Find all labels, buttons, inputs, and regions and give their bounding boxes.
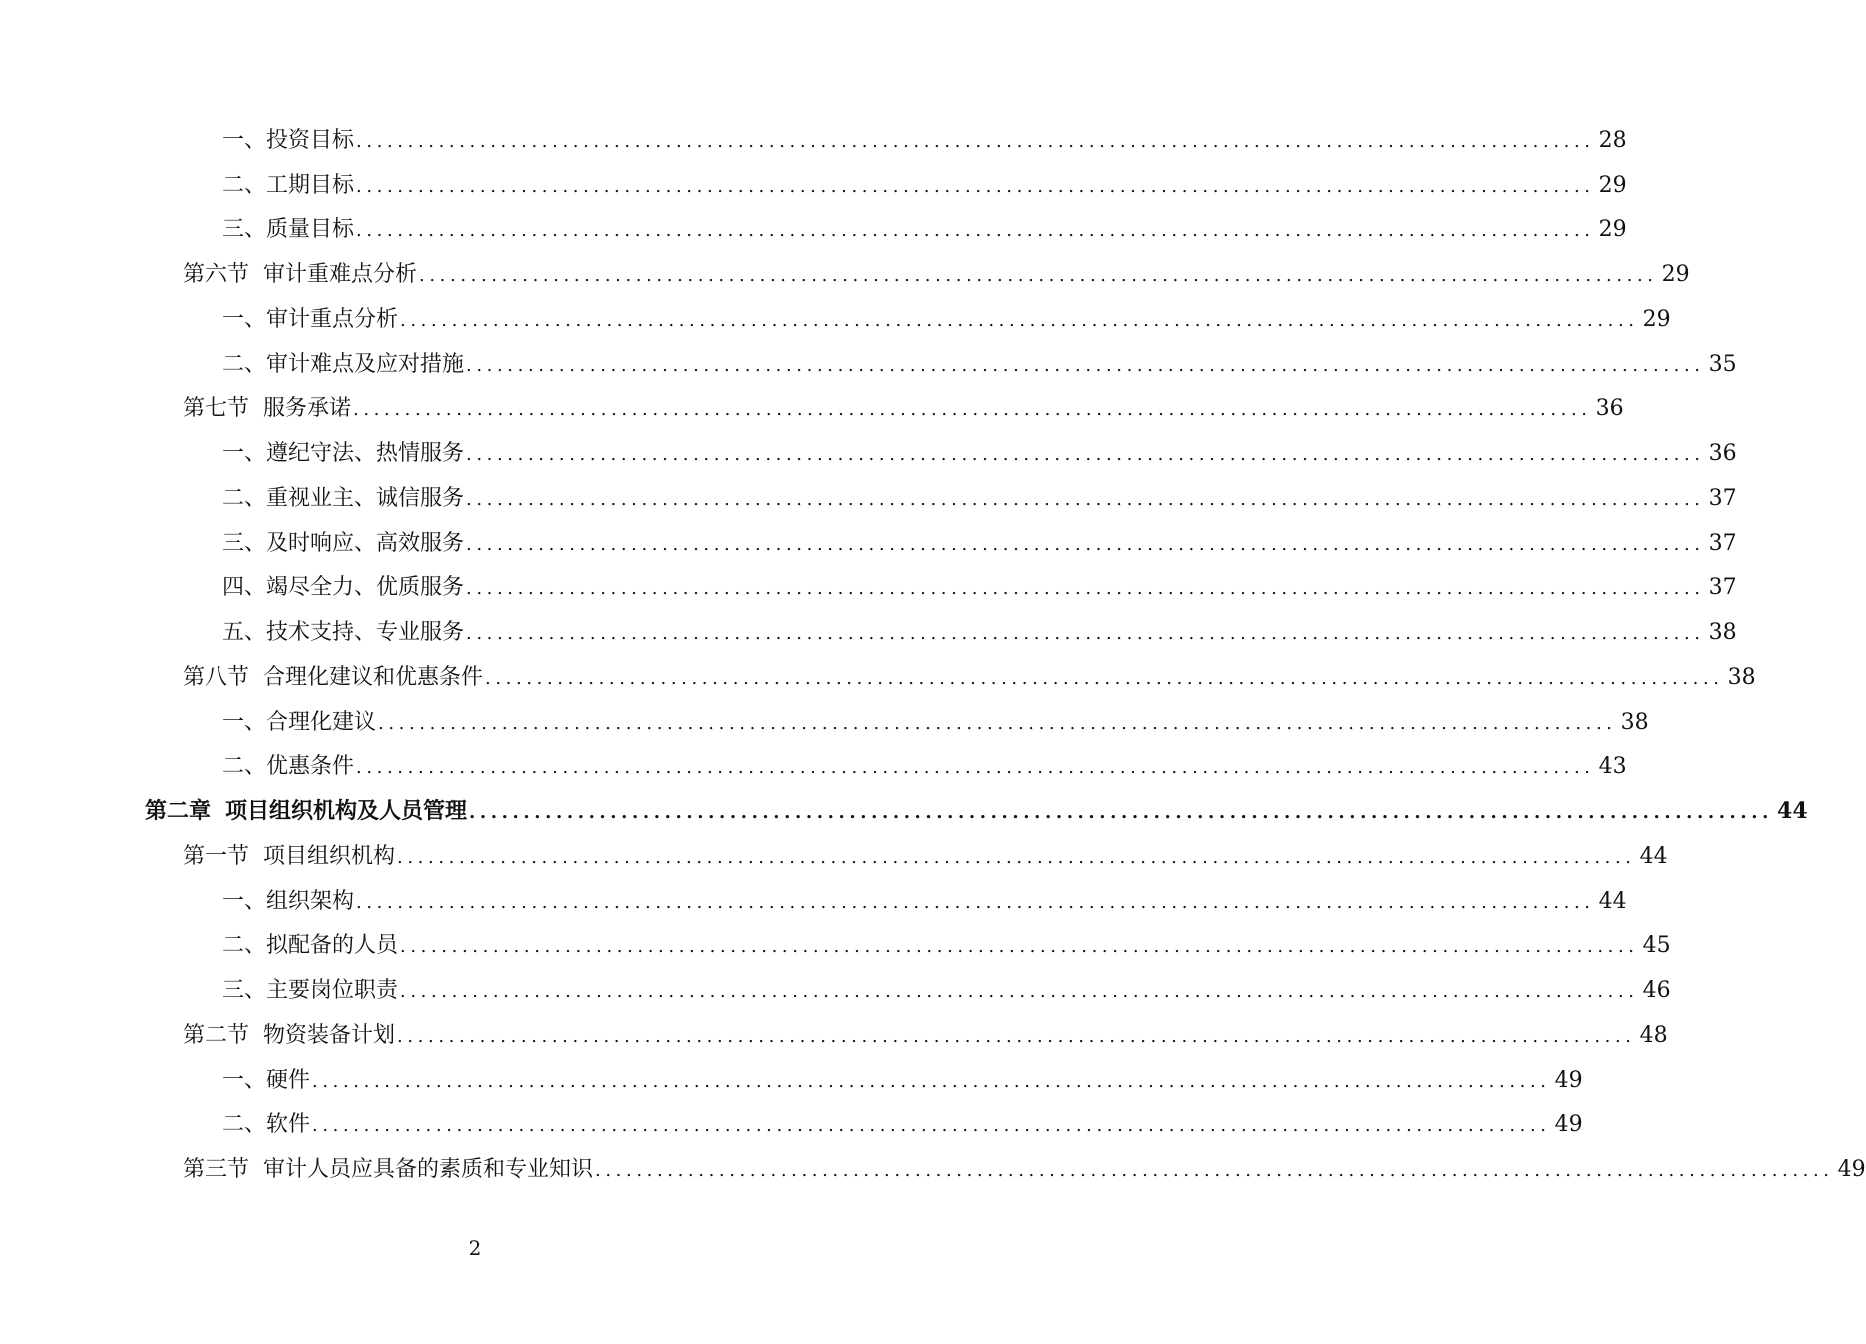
toc-entry-heading (222, 123, 354, 154)
toc-entry-line (222, 1063, 1583, 1094)
toc-entry-label: 一、合理化建议 (222, 709, 377, 735)
toc-entry-heading (145, 794, 467, 825)
toc-entry-line (222, 884, 1627, 915)
toc-entry[interactable] (0, 787, 1808, 832)
toc-entry-line (222, 302, 1671, 333)
toc-entry-line (222, 168, 1627, 199)
toc-entry-heading (222, 168, 354, 199)
toc-entry[interactable] (0, 161, 1627, 206)
toc-entry-heading (222, 570, 464, 601)
toc-page-number: 29 (1642, 306, 1671, 332)
toc-entry-title: 合理化建议和优惠条件 (263, 664, 484, 690)
toc-dot-leader: ........................................................................................................................ (356, 891, 1595, 913)
toc-dot-leader: ........................................................................................................................ (466, 623, 1705, 645)
toc-entry[interactable] (0, 1056, 1583, 1101)
toc-entry-heading (222, 884, 354, 915)
toc-entry-label: 二、软件 (222, 1112, 311, 1138)
toc-entry-label: 二、审计难点及应对措施 (222, 351, 465, 377)
toc-entry-heading (222, 749, 354, 780)
toc-page-number: 44 (1777, 798, 1808, 825)
toc-entry-line (222, 749, 1627, 780)
toc-dot-leader: ........................................................................................................................ (466, 533, 1705, 555)
toc-entry-heading (222, 212, 354, 243)
toc-dot-leader: ........................................................................................................................ (378, 712, 1617, 734)
toc-entry-label: 二、重视业主、诚信服务 (222, 485, 465, 511)
toc-entry[interactable] (0, 653, 1756, 698)
toc-page-number: 45 (1642, 933, 1671, 959)
toc-page-number: 29 (1598, 217, 1627, 243)
toc-entry-label: 第二章 (145, 798, 212, 825)
toc-entry-line (222, 526, 1737, 557)
toc-dot-leader: ........................................................................................................................ (397, 1025, 1636, 1047)
toc-page-number: 46 (1642, 978, 1671, 1004)
toc-entry[interactable] (0, 1101, 1583, 1146)
toc-page-number: 29 (1598, 172, 1627, 198)
toc-entry-heading (222, 973, 398, 1004)
toc-entry[interactable] (0, 966, 1671, 1011)
toc-entry-title: 项目组织机构 (263, 843, 396, 869)
toc-entry-line (222, 436, 1737, 467)
toc-page-number: 28 (1598, 127, 1627, 153)
toc-entry-label: 五、技术支持、专业服务 (222, 620, 465, 646)
toc-entry-heading (183, 839, 395, 870)
toc-entry-line (222, 705, 1649, 736)
toc-entry-heading (183, 391, 351, 422)
toc-dot-leader: ........................................................................................................................ (400, 309, 1639, 331)
toc-entry[interactable] (0, 429, 1737, 474)
toc-entry-heading (183, 1152, 593, 1183)
toc-entry[interactable] (0, 1145, 1866, 1190)
toc-entry-label: 一、硬件 (222, 1067, 311, 1093)
toc-dot-leader: ........................................................................................................................ (356, 757, 1595, 779)
toc-entry-heading (222, 436, 464, 467)
toc-entry-label: 四、竭尽全力、优质服务 (222, 575, 465, 601)
toc-entry[interactable] (0, 564, 1737, 609)
toc-page-number: 44 (1598, 888, 1627, 914)
toc-entry-heading (183, 660, 483, 691)
toc-entry-title: 物资装备计划 (263, 1022, 396, 1048)
toc-page-number: 37 (1708, 575, 1737, 601)
toc-entry-heading (222, 705, 376, 736)
toc-dot-leader: ........................................................................................................................ (356, 220, 1595, 242)
toc-page-number: 38 (1708, 620, 1737, 646)
toc-entry-line (222, 347, 1737, 378)
toc-page-number: 43 (1598, 754, 1627, 780)
toc-entry-line (222, 123, 1627, 154)
toc-page-number: 37 (1708, 530, 1737, 556)
toc-page-number: 29 (1661, 262, 1690, 288)
toc-entry[interactable] (0, 295, 1671, 340)
toc-entry-line (222, 928, 1671, 959)
toc-dot-leader: ........................................................................................................................ (397, 846, 1636, 868)
toc-entry[interactable] (0, 206, 1627, 251)
toc-entry-label: 第六节 (183, 262, 250, 288)
toc-entry-line (183, 839, 1668, 870)
toc-entry-line (222, 570, 1737, 601)
toc-entry-line (183, 1018, 1668, 1049)
toc-dot-leader: ........................................................................................................................ (400, 936, 1639, 958)
toc-page-number: 35 (1708, 351, 1737, 377)
toc-dot-leader: ........................................................................................................................ (356, 175, 1595, 197)
toc-entry-label: 第二节 (183, 1022, 250, 1048)
toc-dot-leader: ........................................................................................................................ (466, 354, 1705, 376)
page-number: 2 (468, 1236, 482, 1260)
toc-dot-leader: ........................................................................................................................ (312, 1070, 1551, 1092)
toc-entry-label: 第一节 (183, 843, 250, 869)
toc-entry-line (222, 615, 1737, 646)
toc-dot-leader: ........................................................................................................................ (466, 578, 1705, 600)
toc-entry-line (183, 660, 1756, 691)
toc-page-number: 44 (1639, 843, 1668, 869)
toc-entry-line (183, 391, 1624, 422)
toc-entry[interactable] (0, 474, 1737, 519)
toc-entry-line (222, 481, 1737, 512)
toc-page-number: 36 (1595, 396, 1624, 422)
toc-dot-leader: ........................................................................................................................ (595, 1160, 1834, 1182)
toc-entry-line (183, 257, 1690, 288)
toc-dot-leader: ........................................................................................................................ (419, 265, 1658, 287)
toc-entry-label: 一、审计重点分析 (222, 306, 399, 332)
toc-entry[interactable] (0, 519, 1737, 564)
toc-entry[interactable] (0, 340, 1737, 385)
toc-dot-leader: ........................................................................................................................ (485, 667, 1724, 689)
toc-entry-heading (222, 481, 464, 512)
toc-entry[interactable] (0, 922, 1671, 967)
toc-dot-leader: ........................................................................................................................ (356, 130, 1595, 152)
toc-entry-label: 一、组织架构 (222, 888, 355, 914)
toc-entry[interactable] (0, 385, 1624, 430)
toc-page-number: 36 (1708, 441, 1737, 467)
toc-entry-label: 一、遵纪守法、热情服务 (222, 441, 465, 467)
toc-entry-label: 第三节 (183, 1157, 250, 1183)
toc-entry-line (222, 973, 1671, 1004)
toc-entry-label: 三、主要岗位职责 (222, 978, 399, 1004)
toc-entry-heading (222, 615, 464, 646)
toc-entry[interactable] (0, 250, 1690, 295)
toc-entry-label: 三、质量目标 (222, 217, 355, 243)
toc-entry-heading (183, 1018, 395, 1049)
toc-entry[interactable] (0, 608, 1737, 653)
toc-entry-label: 第七节 (183, 396, 250, 422)
toc-entry-label: 二、工期目标 (222, 172, 355, 198)
toc-entry-title: 审计重难点分析 (263, 262, 418, 288)
toc-entry[interactable] (0, 832, 1668, 877)
toc-entry[interactable] (0, 1011, 1668, 1056)
toc-entry-heading (222, 1107, 310, 1138)
toc-entry-label: 三、及时响应、高效服务 (222, 530, 465, 556)
toc-entry-heading (222, 1063, 310, 1094)
toc-entry[interactable] (0, 877, 1627, 922)
toc-entry-heading (222, 302, 398, 333)
toc-entry-heading (222, 526, 464, 557)
toc-page-number: 38 (1620, 709, 1649, 735)
toc-page-number: 37 (1708, 485, 1737, 511)
toc-page-number: 38 (1727, 664, 1756, 690)
toc-entry-title: 审计人员应具备的素质和专业知识 (263, 1157, 594, 1183)
toc-entry-label: 一、投资目标 (222, 127, 355, 153)
toc-page-number: 49 (1554, 1112, 1583, 1138)
toc-entry-line (222, 212, 1627, 243)
toc-dot-leader: ........................................................................................................................ (466, 444, 1705, 466)
toc-entry-line (145, 794, 1808, 825)
toc-entry[interactable] (0, 116, 1627, 161)
toc-entry[interactable] (0, 698, 1649, 743)
toc-entry-title: 项目组织机构及人员管理 (225, 798, 468, 825)
toc-page-number: 49 (1554, 1067, 1583, 1093)
toc-entry-line (183, 1152, 1866, 1183)
toc-dot-leader: ........................................................................................................................ (466, 488, 1705, 510)
toc-entry-line (222, 1107, 1583, 1138)
toc-entry-title: 服务承诺 (263, 396, 352, 422)
toc-entry[interactable] (0, 743, 1627, 788)
toc-dot-leader: ........................................................................................................................ (400, 981, 1639, 1003)
table-of-contents (0, 116, 1866, 1190)
toc-page-number: 48 (1639, 1022, 1668, 1048)
toc-entry-label: 第八节 (183, 664, 250, 690)
toc-dot-leader: ........................................................................................................................ (353, 399, 1592, 421)
toc-entry-label: 二、拟配备的人员 (222, 933, 399, 959)
toc-entry-label: 二、优惠条件 (222, 754, 355, 780)
toc-page-number: 49 (1837, 1157, 1866, 1183)
toc-entry-heading (222, 928, 398, 959)
toc-entry-heading (183, 257, 417, 288)
toc-dot-leader: ........................................................................................................................ (469, 802, 1774, 824)
toc-entry-heading (222, 347, 464, 378)
toc-dot-leader: ........................................................................................................................ (312, 1115, 1551, 1137)
